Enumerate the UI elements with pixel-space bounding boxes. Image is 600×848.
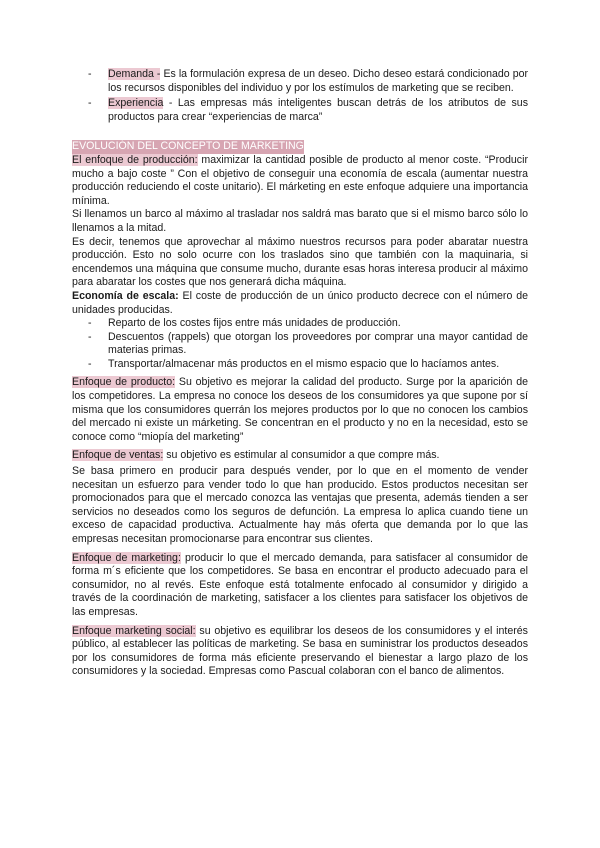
producto-paragraph: Enfoque de producto: Su objetivo es mejorar la calidad del producto. Surge por la aparición de los competidores. La empresa no conoce los deseos de los consumidores ya que supone por sí misma que los consumidores querrán los mejores productos por lo que no conocen los cambios del mercado ni existe un márketing. Se concentran en el producto y no en la necesidad, esto se conoce como “miopía del marketing” [72, 376, 528, 443]
produccion-recursos: Es decir, tenemos que aprovechar al máximo nuestros recursos para poder abaratar nuestra producción. Esto no solo ocurre con los traslados sino que también con la maquinaria, si encendemos una máquina que consume mucho, durante esas horas interesa producir al máximo para abaratar los costes que nos generará dicha máquina. [72, 235, 528, 289]
list-item [72, 68, 528, 95]
list-item: - Descuentos (rappels) que otorgan los proveedores por comprar una mayor cantidad de materias primas. [72, 331, 528, 358]
ventas-paragraph: Enfoque de ventas: su objetivo es estimular al consumidor a que compre más. [72, 449, 440, 462]
list-item: - Transportar/almacenar más productos en el mismo espacio que lo hacíamos antes. [72, 358, 528, 372]
definition-experiencia: - Las empresas más inteligentes buscan detrás de los atributos de sus productos para crear “experiencias de marca” [108, 97, 528, 123]
intro-bullet-list [72, 68, 528, 124]
definition-demanda: Es la formulación expresa de un deseo. Dicho deseo estará condicionado por los recursos disponibles del individuo y por los estímulos de marketing que se reciben. [108, 68, 529, 94]
term-economia-escala: Economía de escala: [72, 289, 179, 302]
economia-escala-paragraph: Economía de escala: El coste de producción de un único producto decrece con el número de unidades producidas. [72, 289, 528, 316]
term-marketing: Enfoque de marketing: [72, 551, 181, 564]
produccion-paragraph: El enfoque de producción: maximizar la cantidad posible de producto al menor coste. “Producir mucho a bajo coste ” Con el objetivo de conseguir una economía de escala (aumentar nuestra producción reduciendo el coste unitario). El márketing en este enfoque adquiere una importancia mínima. [72, 153, 528, 207]
term-ventas: Enfoque de ventas: [72, 449, 164, 462]
term-producto: Enfoque de producto: [72, 376, 176, 389]
list-item [72, 97, 528, 124]
term-demanda: Demanda - [108, 68, 161, 80]
ventas-detail: Se basa primero en producir para después vender, por lo que en el momento de vender necesitan un esfuerzo para vender todo lo que han producido. Estos productos necesitan ser promocionados para que el mercado conozca las ventajas que presenta, además tienden a ser servicios no deseados como los seguros de defunción. La empresa lo aplica cuando tiene un exceso de capacidad productiva. Actualmente hay más oferta que demanda por lo que las empresas necesitan promocionarse para encontrar sus clientes. [72, 465, 528, 545]
escala-bullet-list [72, 317, 528, 371]
document-page [72, 68, 528, 679]
social-paragraph: Enfoque marketing social: su objetivo es equilibrar los deseos de los consumidores y el interés público, al establecer las políticas de marketing. Se basa en suministrar los productos deseados por los consumidores de forma más eficiente preservando el bienestar a largo plazo de los consumidores y la sociedad. Empresas como Pascual colaboran con el banco de alimentos. [72, 624, 528, 678]
term-produccion: El enfoque de producción: [72, 153, 198, 166]
list-item: - Reparto de los costes fijos entre más unidades de producción. [72, 317, 528, 331]
term-marketing-social: Enfoque marketing social: [72, 624, 196, 637]
marketing-paragraph: Enfoque de marketing: producir lo que el mercado demanda, para satisfacer al consumidor de forma m´s eficiente que los competidores. Se basa en encontrar el producto adecuado para el consumidor, no al revés. Este enfoque está totalmente enfocado al consumidor y dirigido a través de la coordinación de marketing, satisfacer a los clientes para satisfacer los objetivos de las empresas. [72, 551, 528, 618]
produccion-barco: Si llenamos un barco al máximo al trasladar nos saldrá mas barato que si el mismo barco sólo lo llenamos a la mitad. [72, 208, 528, 234]
section-title: EVOLUCIÓN DEL CONCEPTO DE MARKETING [72, 140, 304, 153]
term-experiencia: Experiencia [108, 97, 164, 110]
